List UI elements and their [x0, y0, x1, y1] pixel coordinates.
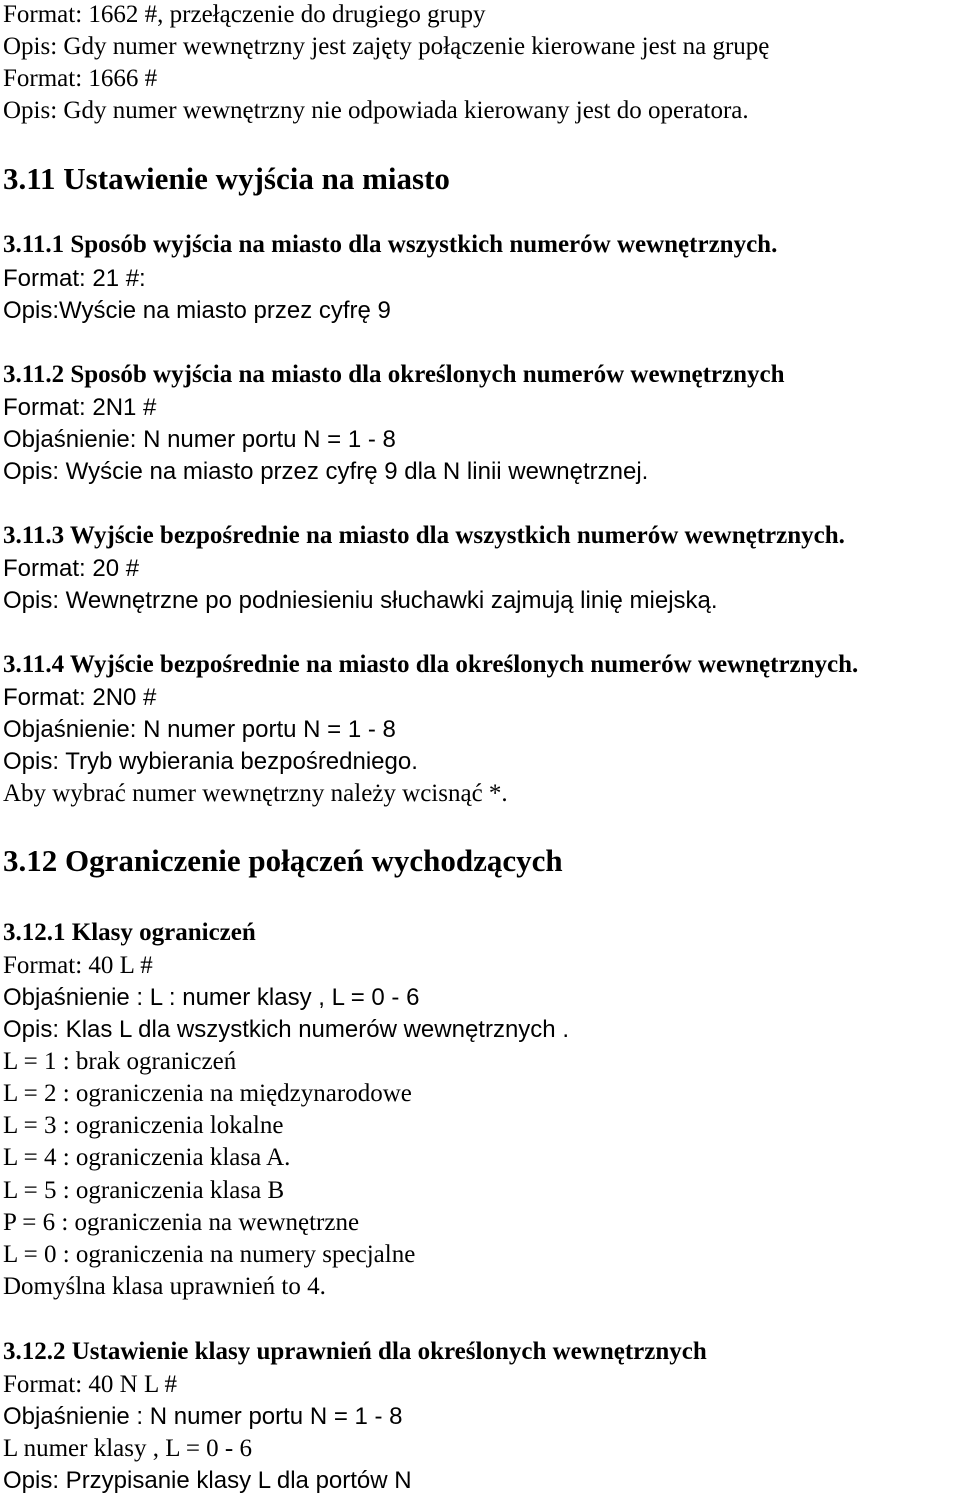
text-line: Format: 40 L #	[3, 952, 153, 979]
text-line: Format: 2N0 #	[3, 684, 157, 711]
subsection-heading-3-11-3: 3.11.3 Wyjście bezpośrednie na miasto dla wszystkich numerów wewnętrznych.	[3, 522, 845, 549]
text-line: L numer klasy , L = 0 - 6	[3, 1435, 252, 1462]
subsection-heading-3-12-2: 3.12.2 Ustawienie klasy uprawnień dla określonych wewnętrznych	[3, 1338, 707, 1365]
text-line: Opis: Wyście na miasto przez cyfrę 9 dla N linii wewnętrznej.	[3, 458, 649, 485]
text-line: Opis: Przypisanie klasy L dla portów N	[3, 1467, 412, 1494]
text-line: Objaśnienie : N numer portu N = 1 - 8	[3, 1403, 403, 1430]
text-line: Format: 40 N L #	[3, 1371, 178, 1398]
text-line: L = 3 : ograniczenia lokalne	[3, 1112, 284, 1139]
text-line: Opis: Klas L dla wszystkich numerów wewnętrznych .	[3, 1016, 569, 1043]
subsection-heading-3-11-4: 3.11.4 Wyjście bezpośrednie na miasto dla określonych numerów wewnętrznych.	[3, 651, 859, 678]
subsection-heading-3-11-1: 3.11.1 Sposób wyjścia na miasto dla wszystkich numerów wewnętrznych.	[3, 231, 778, 258]
text-line: Objaśnienie: N numer portu N = 1 - 8	[3, 716, 396, 743]
text-line: Format: 1662 #, przełączenie do drugiego grupy	[3, 1, 486, 28]
text-line: L = 4 : ograniczenia klasa A.	[3, 1144, 291, 1171]
text-line: Objaśnienie : L : numer klasy , L = 0 - 6	[3, 984, 420, 1011]
text-line: Format: 20 #	[3, 555, 140, 582]
text-line: L = 5 : ograniczenia klasa B	[3, 1177, 285, 1204]
subsection-heading-3-11-2: 3.11.2 Sposób wyjścia na miasto dla określonych numerów wewnętrznych	[3, 361, 785, 388]
text-line: Opis: Wewnętrzne po podniesieniu słuchawki zajmują linię miejską.	[3, 587, 718, 614]
text-line: Format: 21 #:	[3, 265, 146, 292]
text-line: Aby wybrać numer wewnętrzny należy wcisnąć *.	[3, 780, 508, 807]
text-line: P = 6 : ograniczenia na wewnętrzne	[3, 1209, 360, 1236]
section-heading-3-12: 3.12 Ograniczenie połączeń wychodzących	[3, 843, 563, 878]
subsection-heading-3-12-1: 3.12.1 Klasy ograniczeń	[3, 919, 256, 946]
text-line: L = 2 : ograniczenia na międzynarodowe	[3, 1080, 412, 1107]
text-line: Opis: Tryb wybierania bezpośredniego.	[3, 748, 418, 775]
text-line: Format: 1666 #	[3, 65, 158, 92]
section-heading-3-11: 3.11 Ustawienie wyjścia na miasto	[3, 161, 450, 196]
text-line: L = 0 : ograniczenia na numery specjalne	[3, 1241, 416, 1268]
text-line: Format: 2N1 #	[3, 394, 157, 421]
text-line: Domyślna klasa uprawnień to 4.	[3, 1273, 326, 1300]
text-line: L = 1 : brak ograniczeń	[3, 1048, 237, 1075]
text-line: Opis:Wyście na miasto przez cyfrę 9	[3, 297, 391, 324]
text-line: Opis: Gdy numer wewnętrzny jest zajęty połączenie kierowane jest na grupę	[3, 33, 770, 60]
text-line: Opis: Gdy numer wewnętrzny nie odpowiada kierowany jest do operatora.	[3, 97, 749, 124]
text-line: Objaśnienie: N numer portu N = 1 - 8	[3, 426, 396, 453]
